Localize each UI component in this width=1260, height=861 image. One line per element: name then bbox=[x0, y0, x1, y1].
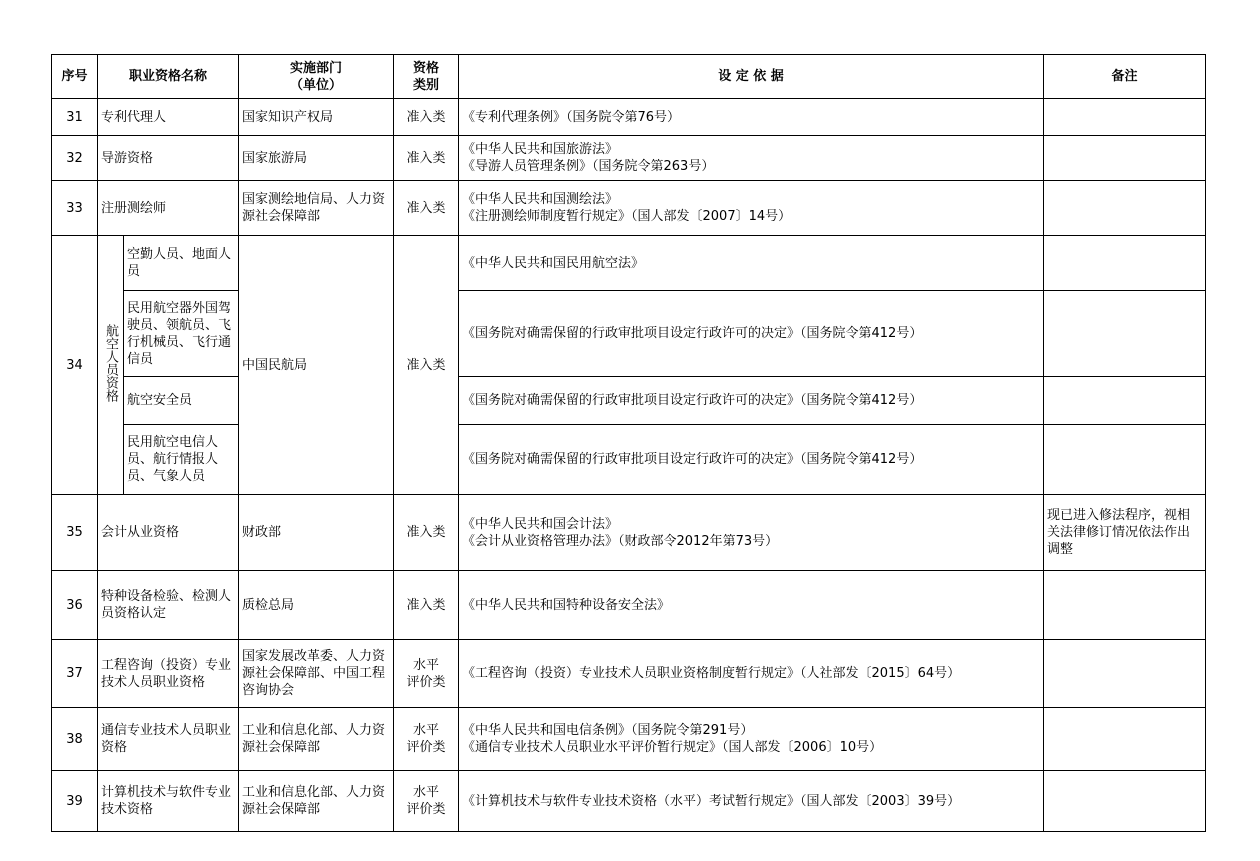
remark-cell bbox=[1044, 291, 1206, 377]
name-cell: 导游资格 bbox=[98, 136, 239, 181]
table-row bbox=[52, 495, 1206, 571]
table-row bbox=[52, 771, 1206, 832]
category-cell: 准入类 bbox=[394, 571, 459, 640]
remark-cell bbox=[1044, 377, 1206, 425]
sub-name-cell: 空勤人员、地面人员 bbox=[124, 236, 239, 291]
category-cell: 准入类 bbox=[394, 136, 459, 181]
dept-cell: 质检总局 bbox=[239, 571, 394, 640]
category-cell: 水平 评价类 bbox=[394, 771, 459, 832]
header-remark: 备注 bbox=[1044, 55, 1206, 99]
basis-cell: 《中华人民共和国电信条例》（国务院令第291号） 《通信专业技术人员职业水平评价暂行规定》（国人部发〔2006〕10号） bbox=[459, 708, 1044, 771]
remark-cell bbox=[1044, 236, 1206, 291]
header-dept: 实施部门 （单位） bbox=[239, 55, 394, 99]
header-name: 职业资格名称 bbox=[98, 55, 239, 99]
seq-cell: 37 bbox=[52, 640, 98, 708]
sub-name-cell: 航空安全员 bbox=[124, 377, 239, 425]
sub-name-cell: 民用航空电信人员、航行情报人员、气象人员 bbox=[124, 425, 239, 495]
dept-cell: 国家发展改革委、人力资源社会保障部、中国工程咨询协会 bbox=[239, 640, 394, 708]
basis-cell: 《专利代理条例》（国务院令第76号） bbox=[459, 99, 1044, 136]
basis-cell: 《中华人民共和国会计法》 《会计从业资格管理办法》（财政部令2012年第73号） bbox=[459, 495, 1044, 571]
remark-cell bbox=[1044, 640, 1206, 708]
name-cell: 通信专业技术人员职业资格 bbox=[98, 708, 239, 771]
table-row bbox=[52, 377, 1206, 425]
table-row bbox=[52, 425, 1206, 495]
name-cell: 注册测绘师 bbox=[98, 181, 239, 236]
seq-cell: 33 bbox=[52, 181, 98, 236]
category-cell: 水平 评价类 bbox=[394, 708, 459, 771]
remark-cell bbox=[1044, 708, 1206, 771]
table-row bbox=[52, 708, 1206, 771]
basis-cell: 《国务院对确需保留的行政审批项目设定行政许可的决定》（国务院令第412号） bbox=[459, 291, 1044, 377]
header-seq: 序号 bbox=[52, 55, 98, 99]
basis-cell: 《中华人民共和国特种设备安全法》 bbox=[459, 571, 1044, 640]
category-cell: 水平 评价类 bbox=[394, 640, 459, 708]
basis-cell: 《计算机技术与软件专业技术资格（水平）考试暂行规定》（国人部发〔2003〕39号） bbox=[459, 771, 1044, 832]
seq-cell: 39 bbox=[52, 771, 98, 832]
basis-cell: 《国务院对确需保留的行政审批项目设定行政许可的决定》（国务院令第412号） bbox=[459, 425, 1044, 495]
basis-cell: 《工程咨询（投资）专业技术人员职业资格制度暂行规定》（人社部发〔2015〕64号） bbox=[459, 640, 1044, 708]
sub-name-cell: 民用航空器外国驾驶员、领航员、飞行机械员、飞行通信员 bbox=[124, 291, 239, 377]
group-name-label: 航空人员资格 bbox=[103, 323, 118, 402]
remark-cell bbox=[1044, 771, 1206, 832]
basis-cell: 《中华人民共和国旅游法》 《导游人员管理条例》（国务院令第263号） bbox=[459, 136, 1044, 181]
qualification-table bbox=[51, 54, 1206, 832]
seq-cell: 34 bbox=[52, 236, 98, 495]
remark-cell bbox=[1044, 181, 1206, 236]
seq-cell: 31 bbox=[52, 99, 98, 136]
table-row bbox=[52, 181, 1206, 236]
seq-cell: 38 bbox=[52, 708, 98, 771]
table-row bbox=[52, 640, 1206, 708]
dept-cell: 工业和信息化部、人力资源社会保障部 bbox=[239, 771, 394, 832]
name-cell: 会计从业资格 bbox=[98, 495, 239, 571]
remark-cell bbox=[1044, 136, 1206, 181]
group-name-cell bbox=[98, 236, 124, 495]
dept-cell: 财政部 bbox=[239, 495, 394, 571]
basis-cell: 《国务院对确需保留的行政审批项目设定行政许可的决定》（国务院令第412号） bbox=[459, 377, 1044, 425]
dept-cell: 中国民航局 bbox=[239, 236, 394, 495]
category-cell: 准入类 bbox=[394, 99, 459, 136]
table-row bbox=[52, 236, 1206, 291]
dept-cell: 国家知识产权局 bbox=[239, 99, 394, 136]
category-cell: 准入类 bbox=[394, 236, 459, 495]
header-basis: 设 定 依 据 bbox=[459, 55, 1044, 99]
dept-cell: 国家测绘地信局、人力资源社会保障部 bbox=[239, 181, 394, 236]
seq-cell: 36 bbox=[52, 571, 98, 640]
category-cell: 准入类 bbox=[394, 495, 459, 571]
header-row bbox=[52, 55, 1206, 99]
remark-cell bbox=[1044, 99, 1206, 136]
table-row bbox=[52, 291, 1206, 377]
dept-cell: 国家旅游局 bbox=[239, 136, 394, 181]
table-row bbox=[52, 571, 1206, 640]
basis-cell: 《中华人民共和国测绘法》 《注册测绘师制度暂行规定》（国人部发〔2007〕14号） bbox=[459, 181, 1044, 236]
seq-cell: 32 bbox=[52, 136, 98, 181]
remark-cell bbox=[1044, 425, 1206, 495]
name-cell: 特种设备检验、检测人员资格认定 bbox=[98, 571, 239, 640]
basis-cell: 《中华人民共和国民用航空法》 bbox=[459, 236, 1044, 291]
seq-cell: 35 bbox=[52, 495, 98, 571]
remark-cell bbox=[1044, 571, 1206, 640]
table-row bbox=[52, 99, 1206, 136]
name-cell: 计算机技术与软件专业技术资格 bbox=[98, 771, 239, 832]
name-cell: 专利代理人 bbox=[98, 99, 239, 136]
name-cell: 工程咨询（投资）专业技术人员职业资格 bbox=[98, 640, 239, 708]
header-category: 资格 类别 bbox=[394, 55, 459, 99]
remark-cell: 现已进入修法程序，视相关法律修订情况依法作出调整 bbox=[1044, 495, 1206, 571]
category-cell: 准入类 bbox=[394, 181, 459, 236]
dept-cell: 工业和信息化部、人力资源社会保障部 bbox=[239, 708, 394, 771]
table-row bbox=[52, 136, 1206, 181]
